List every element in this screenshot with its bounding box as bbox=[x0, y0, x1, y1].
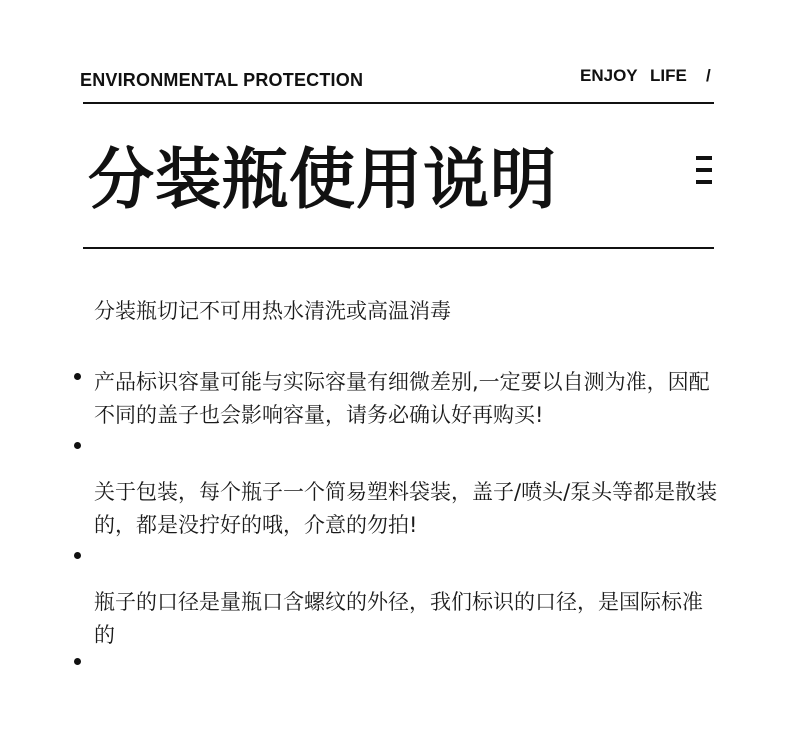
header-right-text: ENJOY LIFE bbox=[580, 66, 687, 85]
header-left-text: ENVIRONMENTAL PROTECTION bbox=[80, 70, 364, 90]
bullet-dot bbox=[74, 373, 81, 380]
instruction-paragraph: 瓶子的口径是量瓶口含螺纹的外径，我们标识的口径，是国际标准的 bbox=[94, 590, 703, 647]
bottom-divider bbox=[83, 247, 714, 249]
page-title: 分装瓶使用说明 bbox=[88, 141, 557, 218]
top-divider bbox=[83, 102, 714, 104]
bullet-dot bbox=[74, 552, 81, 559]
bullet-dot bbox=[74, 442, 81, 449]
instruction-paragraph: 分装瓶切记不可用热水清洗或高温消毒 bbox=[94, 299, 451, 323]
menu-icon[interactable] bbox=[696, 156, 712, 184]
instruction-paragraph: 产品标识容量可能与实际容量有细微差别,一定要以自测为准，因配不同的盖子也会影响容量，请务必确认好再购买! bbox=[94, 370, 710, 427]
bullet-dot bbox=[74, 658, 81, 665]
instruction-paragraph: 关于包装，每个瓶子一个简易塑料袋装，盖子/喷头/泵头等都是散装的，都是没拧好的哦，介意的勿拍! bbox=[94, 480, 718, 537]
header-separator: / bbox=[706, 66, 711, 85]
